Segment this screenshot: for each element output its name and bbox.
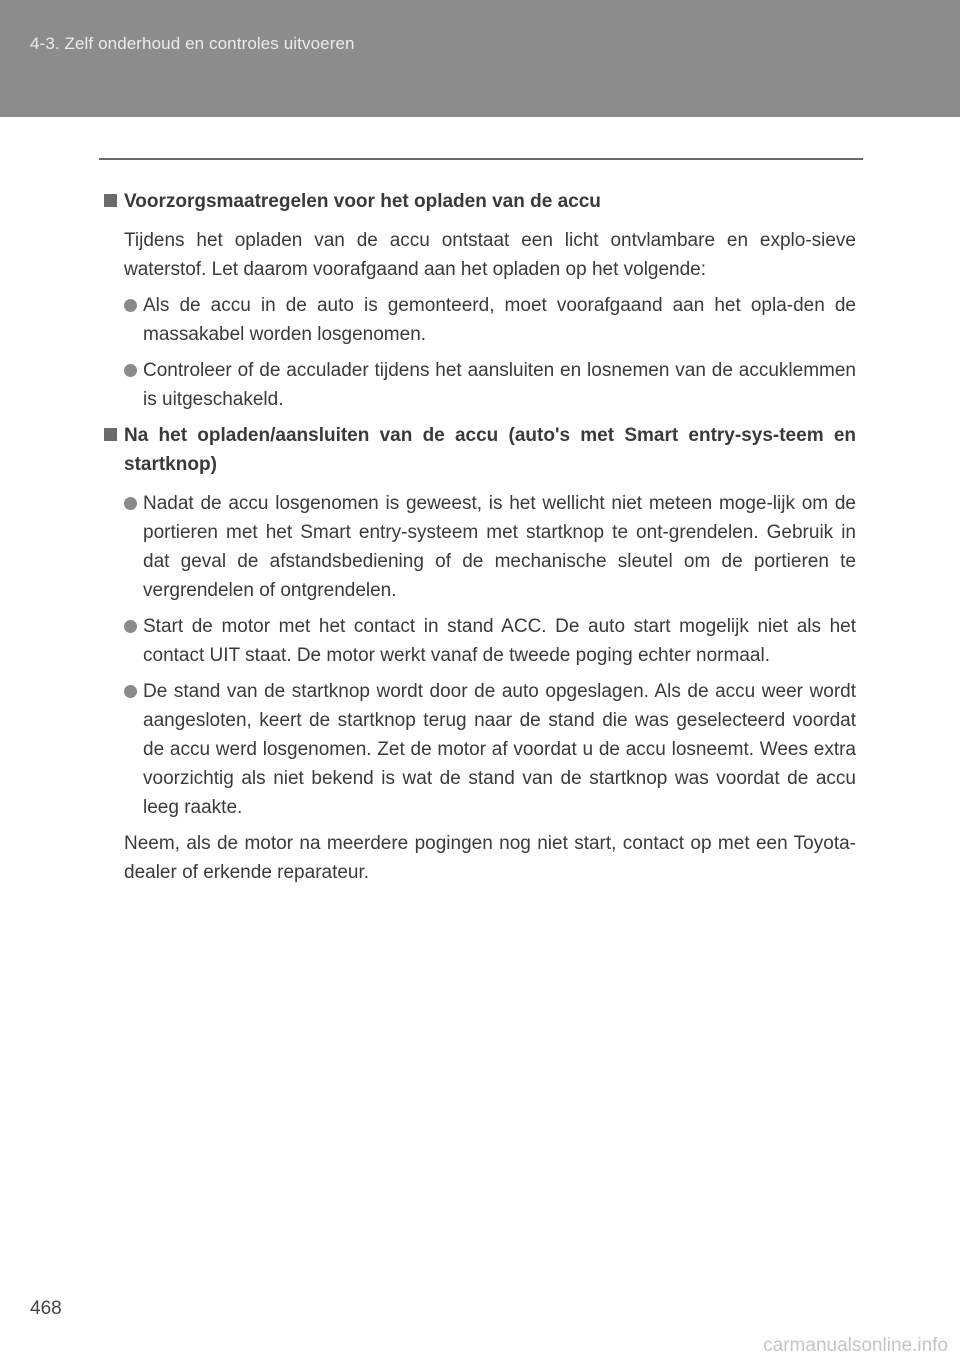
section-heading-text: Na het opladen/aansluiten van de accu (auto's met Smart entry-sys-teem en startknop) — [124, 425, 856, 475]
square-bullet-icon — [104, 194, 117, 207]
bullet-item — [124, 489, 856, 605]
bullet-list — [104, 291, 856, 414]
bullet-text: Nadat de accu losgenomen is geweest, is het wellicht niet meteen moge-lijk om de portieren met het Smart entry-systeem met startknop te ont-grendelen. Gebruik in dat geval de afstandsbediening of de mechanische sleutel om de portieren te vergrendelen of ontgrendelen. — [143, 493, 856, 601]
page-content — [104, 187, 856, 894]
section-title: 4-3. Zelf onderhoud en controles uitvoeren — [30, 34, 355, 53]
intro-paragraph: Tijdens het opladen van de accu ontstaat een licht ontvlambare en explo-sieve waterstof. Let daarom voorafgaand aan het opladen op het volgende: — [124, 230, 856, 280]
bullet-list — [104, 489, 856, 822]
section-heading-text: Voorzorgsmaatregelen voor het opladen van de accu — [124, 191, 601, 212]
closing-paragraph: Neem, als de motor na meerdere pogingen nog niet start, contact op met een Toyota-dealer of erkende reparateur. — [124, 833, 856, 883]
page-header-band — [0, 0, 960, 117]
section-heading — [104, 187, 856, 216]
circle-bullet-icon — [124, 620, 137, 633]
bullet-text: Start de motor met het contact in stand ACC. De auto start mogelijk niet als het contact UIT staat. De motor werkt vanaf de tweede poging echter normaal. — [143, 616, 856, 666]
bullet-text: Als de accu in de auto is gemonteerd, moet voorafgaand aan het opla-den de massakabel worden losgenomen. — [143, 295, 856, 345]
bullet-item — [124, 356, 856, 414]
bullet-item — [124, 612, 856, 670]
header-divider — [99, 158, 863, 160]
bullet-text: Controleer of de acculader tijdens het aansluiten en losnemen van de accuklemmen is uitgeschakeld. — [143, 360, 856, 410]
circle-bullet-icon — [124, 497, 137, 510]
bullet-item — [124, 677, 856, 822]
bullet-item — [124, 291, 856, 349]
bullet-text: De stand van de startknop wordt door de auto opgeslagen. Als de accu weer wordt aangesloten, keert de startknop terug naar de stand die was geselecteerd voordat de accu werd losgenomen. Zet de motor af voordat u de accu losneemt. Wees extra voorzichtig als niet bekend is wat de stand van de startknop was voordat de accu leeg raakte. — [143, 681, 856, 818]
page-number: 468 — [30, 1298, 62, 1319]
section-heading — [104, 421, 856, 479]
square-bullet-icon — [104, 428, 117, 441]
circle-bullet-icon — [124, 299, 137, 312]
watermark: carmanualsonline.info — [763, 1335, 948, 1356]
circle-bullet-icon — [124, 364, 137, 377]
circle-bullet-icon — [124, 685, 137, 698]
